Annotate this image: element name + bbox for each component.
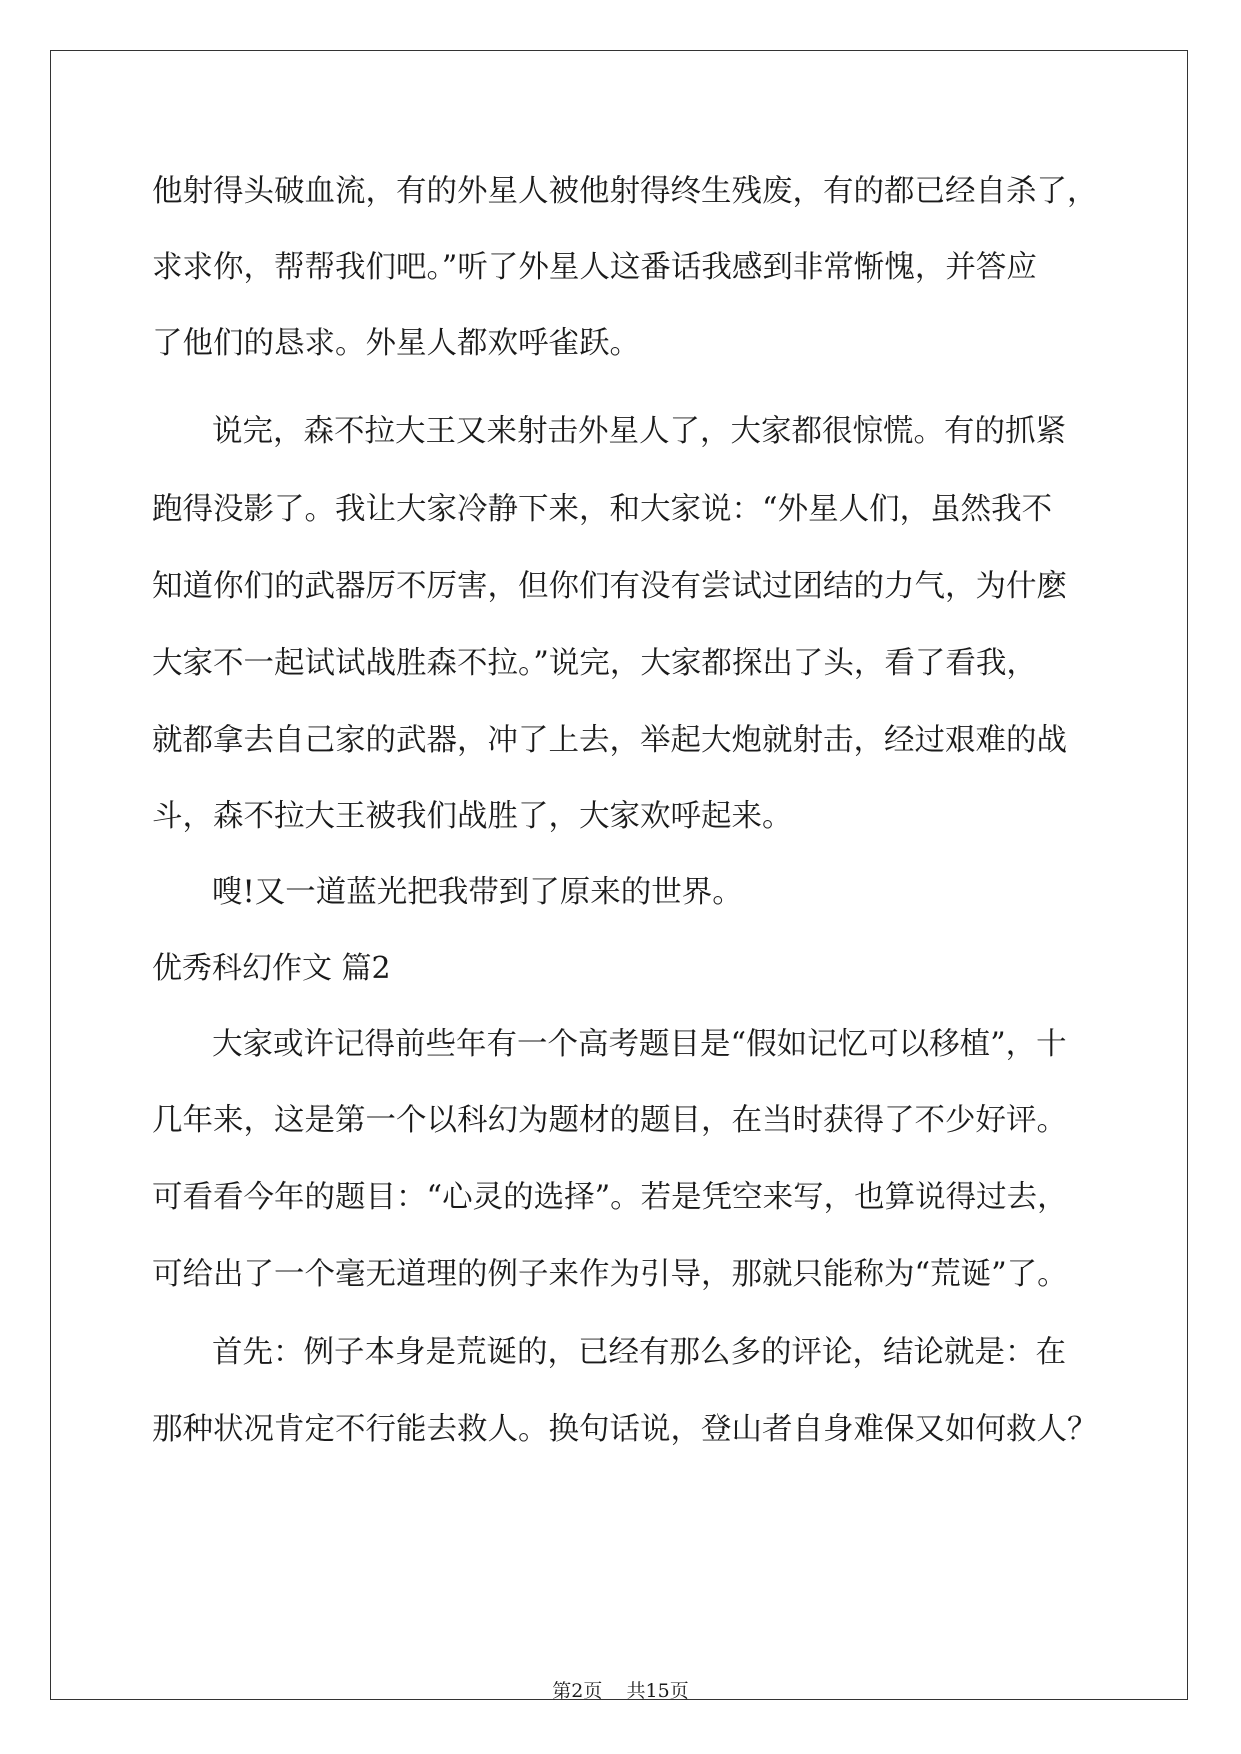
paragraph-line: 就都拿去自己家的武器，冲了上去，举起大炮就射击，经过艰难的战	[152, 723, 1067, 758]
paragraph-line: 跑得没影了。我让大家冷静下来，和大家说：“外星人们，虽然我不	[152, 492, 1053, 527]
paragraph-line: 几年来，这是第一个以科幻为题材的题目，在当时获得了不少好评。	[152, 1103, 1067, 1138]
paragraph-line: 可给出了一个毫无道理的例子来作为引导，那就只能称为“荒诞”了。	[152, 1257, 1068, 1292]
paragraph-line: 那种状况肯定不行能去救人。换句话说，登山者自身难保又如何救人？	[152, 1412, 1098, 1447]
page-footer	[0, 1678, 1241, 1704]
paragraph-line: 大家或许记得前些年有一个高考题目是“假如记忆可以移植”，十	[212, 1027, 1067, 1062]
paragraph-line: 了他们的恳求。外星人都欢呼雀跃。	[152, 326, 640, 361]
paragraph-line: 知道你们的武器厉不厉害，但你们有没有尝试过团结的力气，为什麽	[152, 569, 1067, 604]
paragraph-line: 斗，森不拉大王被我们战胜了，大家欢呼起来。	[152, 799, 793, 834]
paragraph-line: 可看看今年的题目：“心灵的选择”。若是凭空来写，也算说得过去，	[152, 1180, 1068, 1215]
paragraph-line: 求求你，帮帮我们吧。”听了外星人这番话我感到非常惭愧，并答应	[152, 250, 1037, 285]
paragraph-line: 他射得头破血流，有的外星人被他射得终生残废，有的都已经自杀了，	[152, 174, 1098, 209]
paragraph-line: 大家不一起试试战胜森不拉。”说完，大家都探出了头，看了看我，	[152, 646, 1037, 681]
section-heading: 优秀科幻作文 篇2	[152, 951, 391, 986]
page-number: 第2页	[552, 1680, 603, 1702]
page-total: 共15页	[626, 1680, 689, 1702]
paragraph-line: 说完，森不拉大王又来射击外星人了，大家都很惊慌。有的抓紧	[212, 414, 1066, 449]
paragraph-line: 嗖!又一道蓝光把我带到了原来的世界。	[212, 875, 743, 910]
paragraph-line: 首先：例子本身是荒诞的，已经有那么多的评论，结论就是：在	[212, 1335, 1066, 1370]
